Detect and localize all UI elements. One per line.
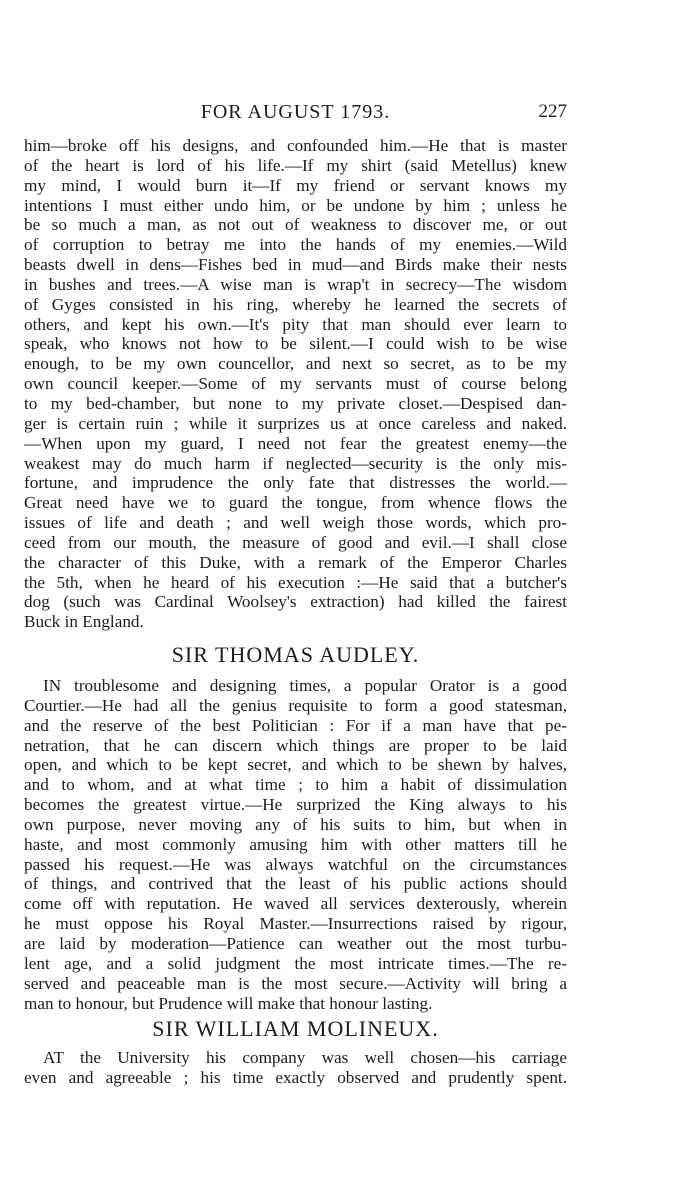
running-title: FOR AUGUST 1793. [200,101,391,123]
text-line: beasts dwell in dens—Fishes bed in mud—and Birds make their nests [24,255,567,275]
text-line: and to whom, and at what time ; to him a habit of dissimulation [24,775,567,795]
text-line: AT the University his company was well chosen—his carriage [43,1048,567,1067]
text-line: served and peaceable man is the most secure.—Activity will bring a [24,973,567,993]
text-line: passed his request.—He was always watchful on the circumstances [24,854,567,874]
text-line: my mind, I would burn it—If my friend or servant knows my [24,175,567,195]
text-line: haste, and most commonly amusing him with other matters till he [24,834,567,854]
text-line: IN troublesome and designing times, a popular Orator is a good [43,676,567,695]
text-line: fortune, and imprudence the only fate that distresses the world.— [24,473,567,493]
text-line: Courtier.—He had all the genius requisite to form a good statesman, [24,695,567,715]
page-header [24,101,567,125]
text-line: enough, to be my own councellor, and next so secret, as to be my [24,354,567,374]
section-heading-audley: SIR THOMAS AUDLEY. [171,642,420,667]
text-line: the character of this Duke, with a remark of the Emperor Charles [24,552,567,572]
text-line: of Gyges consisted in his ring, whereby he learned the secrets of [24,294,567,314]
text-line: netration, that he can discern which things are proper to be laid [24,735,567,755]
passage-duke-character [24,136,567,632]
text-line: dog (such was Cardinal Woolsey's extraction) had killed the fairest [24,592,567,612]
text-line: weakest may do much harm if neglected—security is the only mis- [24,453,567,473]
text-line: ceed from our mouth, the measure of good and evil.—I shall close [24,532,567,552]
text-line: intentions I must either undo him, or be undone by him ; unless he [24,195,567,215]
text-line: be so much a man, as not out of weakness to discover me, or out [24,215,567,235]
text-line: even and agreeable ; his time exactly observed and prudently spent. [24,1067,567,1087]
text-line: of the heart is lord of his life.—If my shirt (said Metellus) knew [24,155,567,175]
section-body-molineux [24,1048,567,1088]
text-line: speak, who knows not how to be silent.—I could wish to be wise [24,334,567,354]
text-line: —When upon my guard, I need not fear the greatest enemy—the [24,433,567,453]
text-line: issues of life and death ; and well weigh those words, which pro- [24,513,567,533]
text-line: open, and which to be kept secret, and which to be shewn by halves, [24,755,567,775]
text-line: lent age, and a solid judgment the most intricate times.—The re- [24,953,567,973]
section-body-audley [24,676,567,1013]
text-line: own purpose, never moving any of his suits to him, but when in [24,814,567,834]
text-line: Great need have we to guard the tongue, from whence flows the [24,493,567,513]
text-line: of things, and contrived that the least of his public actions should [24,874,567,894]
text-line: he must oppose his Royal Master.—Insurrections raised by rigour, [24,914,567,934]
text-line: the 5th, when he heard of his execution :—He said that a butcher's [24,572,567,592]
text-line: becomes the greatest virtue.—He surprized the King always to his [24,795,567,815]
text-line: ger is certain ruin ; while it surprizes us at once careless and naked. [24,413,567,433]
text-line: to my bed-chamber, but none to my private closet.—Despised dan- [24,393,567,413]
text-line: and the reserve of the best Politician : For if a man have that pe- [24,715,567,735]
page-number: 227 [538,101,567,122]
text-line: of corruption to betray me into the hands of my enemies.—Wild [24,235,567,255]
section-heading-molineux: SIR WILLIAM MOLINEUX. [152,1016,439,1041]
text-line: man to honour, but Prudence will make that honour lasting. [24,993,433,1013]
text-line: Buck in England. [24,612,144,632]
text-line: him—broke off his designs, and confounded him.—He that is master [24,136,567,155]
text-line: in bushes and trees.—A wise man is wrap't in secrecy—The wisdom [24,274,567,294]
text-line: are laid by moderation—Patience can weather out the most turbu- [24,933,567,953]
text-line: own council keeper.—Some of my servants must of course belong [24,374,567,394]
text-line: others, and kept his own.—It's pity that man should ever learn to [24,314,567,334]
text-line: come off with reputation. He waved all services dexterously, wherein [24,894,567,914]
